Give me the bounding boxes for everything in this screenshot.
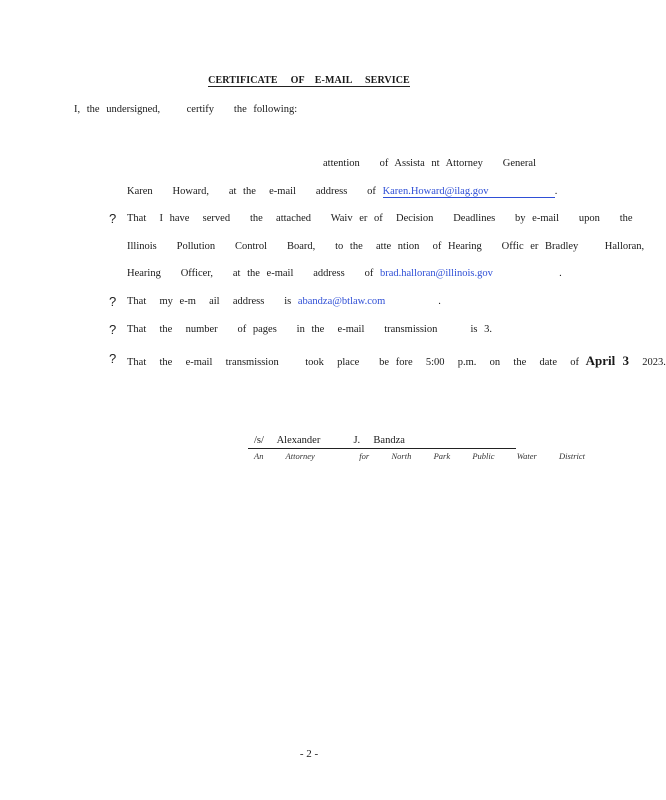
- bullet2-period: .: [438, 296, 441, 307]
- bullet2-spacer: [385, 296, 438, 307]
- bullet2-text: That my e-m ail address is: [127, 296, 298, 307]
- bullet2-line1: [127, 296, 441, 307]
- bullet-marker: ?: [109, 322, 117, 337]
- page-number: - 2 -: [299, 748, 319, 760]
- bullet1-period: .: [559, 268, 562, 279]
- karen-line-period: .: [554, 186, 558, 197]
- bullet-marker: ?: [109, 351, 117, 366]
- karen-email-link[interactable]: Karen.Howard@ilag.gov: [382, 186, 489, 197]
- document-title: CERTIFICATE OF E-MAIL SERVICE: [208, 75, 410, 86]
- intro-text: I, the undersigned, certify the following:: [74, 104, 298, 115]
- bullet1-line2: Illinois Pollution Control Board, to the atte ntion of Hearing Offic er Bradley Halloran,: [127, 241, 645, 252]
- bullet4-text: That the e-mail transmission took place be fore 5:00 p.m. on the date of: [127, 357, 586, 368]
- bullet1-line1: That I have served the attached Waiv er of Decision Deadlines by e-mail upon the: [127, 213, 633, 224]
- signature-name: /s/ Alexander J. Bandza: [254, 435, 405, 446]
- bullet3-line1: That the number of pages in the e-mail transmission is 3.: [127, 324, 492, 335]
- bullet4-line1: [127, 353, 666, 369]
- bullet-marker: ?: [109, 211, 117, 226]
- karen-email-underline: [488, 186, 554, 198]
- paragraph-karen-line: [127, 186, 557, 197]
- bullet1-line3-text: Hearing Officer, at the e-mail address of: [127, 268, 380, 279]
- paragraph-attention-line: attention of Assista nt Attorney General: [323, 158, 537, 169]
- bullet1-spacer: [493, 268, 559, 279]
- halloran-email-link[interactable]: brad.halloran@illinois.gov: [379, 268, 493, 279]
- signature-line: [248, 448, 516, 449]
- bullet1-line3: [127, 268, 562, 279]
- karen-line-text: Karen Howard, at the e-mail address of: [127, 186, 383, 197]
- bandza-email-link[interactable]: abandza@btlaw.com: [297, 296, 386, 307]
- date-value: April 3: [585, 353, 629, 368]
- bullet-marker: ?: [109, 294, 117, 309]
- bullet4-year: 2023.: [629, 357, 666, 368]
- signature-subtitle: An Attorney for North Park Public Water District: [254, 451, 585, 461]
